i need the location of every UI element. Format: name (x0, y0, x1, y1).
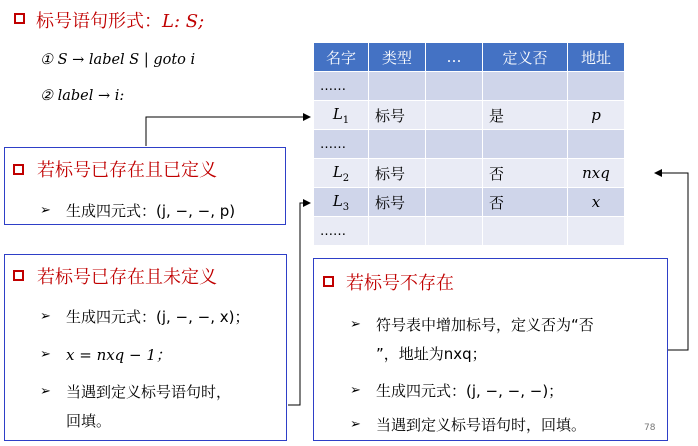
cell-name: …… (314, 217, 369, 246)
cell-defined: 否 (483, 188, 568, 217)
cell-name: …… (314, 72, 369, 101)
box-defined-title: 若标号已存在且已定义 (37, 160, 217, 181)
cell-addr: p (568, 101, 625, 130)
rule-2-text: label → i: (57, 88, 125, 104)
page-number: 78 (644, 423, 656, 433)
cell-type: 标号 (369, 188, 426, 217)
cell-type: 标号 (369, 159, 426, 188)
cell-name-text: L (332, 162, 343, 181)
cell-name-text: L (332, 104, 343, 123)
cell-addr: nxq (568, 159, 625, 188)
col-header-name: 名字 (314, 43, 369, 72)
cell-name-text: L (332, 191, 343, 210)
arrow-bullet-icon: ➢ (40, 309, 51, 324)
col-header-defined: 定义否 (483, 43, 568, 72)
arrow-bullet-icon: ➢ (40, 347, 51, 362)
heading-form: L: S; (162, 11, 205, 32)
arrow-undefined (288, 203, 310, 405)
box-undefined-item: x = nxq − 1； (66, 346, 171, 364)
col-header-dots: … (426, 43, 483, 72)
box-not-exist-item: 当遇到定义标号语句时，回填。 (376, 416, 587, 434)
rule-2-num: ② (40, 88, 53, 104)
rule-1-num: ① (40, 52, 53, 68)
cell-name: …… (314, 130, 369, 159)
cell-defined: 是 (483, 101, 568, 130)
arrow-bullet-icon: ➢ (350, 383, 361, 398)
col-header-type: 类型 (369, 43, 426, 72)
box-undefined-item: 回填。 (66, 412, 112, 430)
cell-name-sub: 1 (342, 114, 350, 126)
arrow-defined (146, 117, 310, 146)
box-undefined-item: 生成四元式：(j, −, −, x)； (66, 308, 250, 326)
box-not-exist-title: 若标号不存在 (346, 273, 454, 294)
cell-defined: 否 (483, 159, 568, 188)
col-header-addr: 地址 (568, 43, 625, 72)
rule-1-text: S → label S | goto i (57, 52, 196, 68)
box-not-exist-item: 符号表中增加标号，定义否为“否 (376, 316, 594, 334)
box-not-exist-item: ”，地址为nxq； (376, 345, 487, 363)
box-defined-item: 生成四元式：(j, −, −, p) (66, 202, 236, 220)
box-undefined-title: 若标号已存在且未定义 (37, 267, 217, 288)
box-defined-bullet-icon (13, 164, 24, 175)
box-undefined-item: 当遇到定义标号语句时， (66, 383, 232, 401)
arrow-bullet-icon: ➢ (350, 417, 361, 432)
cell-addr: x (568, 188, 625, 217)
box-undefined-bullet-icon (13, 270, 24, 281)
arrow-bullet-icon: ➢ (350, 317, 361, 332)
box-not-exist-item: 生成四元式：(j, −, −, −)； (376, 382, 564, 400)
cell-type: 标号 (369, 101, 426, 130)
heading-prefix: 标号语句形式： (36, 11, 162, 32)
cell-name-sub: 2 (342, 172, 350, 184)
arrow-bullet-icon: ➢ (40, 203, 51, 218)
arrow-bullet-icon: ➢ (40, 384, 51, 399)
cell-name-sub: 3 (342, 201, 350, 213)
box-not-exist-bullet-icon (323, 276, 334, 287)
